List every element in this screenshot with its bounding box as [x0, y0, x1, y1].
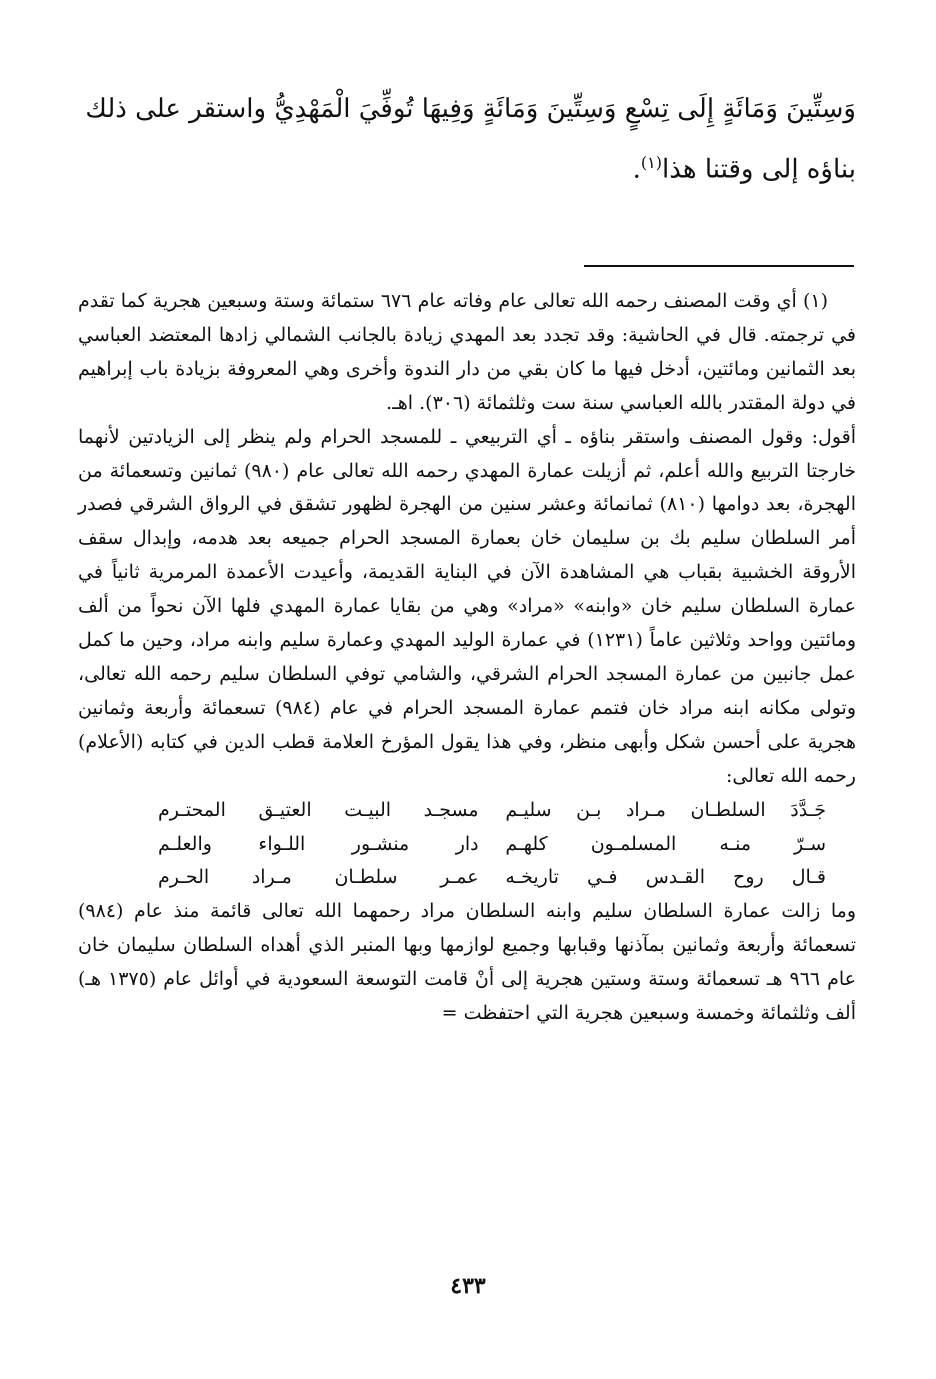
verse-line: [158, 794, 826, 828]
continuation-mark: =: [441, 1002, 458, 1025]
main-text-line-1-content: وَسِتِّينَ وَمَائَةٍ إِلَى تِسْعٍ وَسِتِّينَ وَمَائَةٍ وَفِيهَا تُوفِّيَ الْمَهْدِيُّ واستقر على ذلك: [85, 94, 856, 124]
verse-right-hemistich: قـال روح القـدس فـي تاريخـه: [505, 866, 826, 889]
footnotes-section: [78, 285, 856, 1031]
verse-line: [158, 861, 826, 895]
footnote-paragraph-3-text: وما زالت عمارة السلطان سليم وابنه السلطان مراد رحمهما الله تعالى قائمة منذ عام (٩٨٤) تسعمائة وأربعة وثمانين بمآذنها وقبابها وجميع لوازمها وبها المنبر الذي أهداه السلطان سليمان خان عام ٩٦٦ هـ تسعمائة وستة وستين هجرية إلى أنْ قامت التوسعة السعودية في أوائل عام (١٣٧٥ هـ) ألف وثلثمائة وخمسة وسبعين هجرية التي احتفظت: [78, 900, 857, 1025]
poem-verses: [78, 794, 856, 896]
footnote-separator: [584, 265, 854, 267]
verse-right-hemistich: سـرّ منـه المسلمـون كلهـم: [505, 832, 826, 855]
verse-line: [158, 828, 826, 862]
footnote-paragraph-3: [78, 895, 856, 1031]
main-text-line-2-content: بناؤه إلى وقتنا هذا: [662, 154, 856, 185]
footnote-1: [78, 285, 856, 421]
verse-left-hemistich: عمـر سلطـان مـراد الحـرم: [158, 866, 479, 889]
main-text: [78, 82, 856, 197]
main-text-line-2-end: .: [632, 154, 641, 185]
verse-right-hemistich: جَـدَّدَ السلطـان مـراد بـن سليـم: [505, 798, 826, 821]
page-number: ٤٣٣: [450, 1273, 486, 1299]
verse-left-hemistich: دار منشـور اللـواء والعلـم: [158, 832, 479, 855]
main-text-line-1: [78, 82, 856, 136]
main-text-line-2: [78, 136, 856, 197]
footnote-1-number: (١): [802, 290, 829, 312]
footnote-paragraph-2: أقول: وقول المصنف واستقر بناؤه ـ أي التربيعي ـ للمسجد الحرام ولم ينظر إلى الزيادتين لأنهما خارجتا التربيع والله أعلم، ثم أزيلت عمارة المهدي رحمه الله تعالى عام (٩٨٠) ثمانين وتسعمائة من الهجرة، بعد دوامها (٨١٠) ثمانمائة وعشر سنين من الهجرة لظهور تشقق في الرواق الشرقي فصدر أمر السلطان سليم بك بن سليمان خان بعمارة المسجد الحرام جميعه بعد هدمه، وإبدال سقف الأروقة الخشبية بقباب هي المشاهدة الآن في البناية القديمة، وأعيدت الأعمدة المرمرية ثانياً في عمارة السلطان سليم خان «وابنه» «مراد» وهي من بقايا عمارة المهدي فلها الآن نحواً من ألف ومائتين وواحد وثلاثين عاماً (١٢٣١) في عمارة الوليد المهدي وعمارة سليم وابنه مراد، وحين ما كمل عمل جانبين من عمارة المسجد الحرام الشرقي، والشامي توفي السلطان سليم رحمه الله تعالى، وتولى مكانه ابنه مراد خان فتمم عمارة المسجد الحرام في عام (٩٨٤) تسعمائة وأربعة وثمانين هجرية على أحسن شكل وأبهى منظر، وفي هذا يقول المؤرخ العلامة قطب الدين في كتابه (الأعلام) رحمه الله تعالى:: [78, 425, 856, 787]
footnote-reference: (١): [640, 153, 663, 172]
verse-left-hemistich: مسجـد البيـت العتيـق المحتـرم: [158, 798, 479, 821]
footnote-1-text: أي وقت المصنف رحمه الله تعالى عام وفاته عام ٦٧٦ ستمائة وستة وسبعين هجرية كما تقدم في ترجمته. قال في الحاشية: وقد تجدد بعد المهدي زيادة بالجانب الشمالي زادها المعتضد العباسي بعد الثمانين ومائتين، أدخل فيها ما كان بقي من دار الندوة وأخرى وهي المعروفة بزيادة باب إبراهيم في دولة المقتدر بالله العباسي سنة ست وثلثمائة (٣٠٦). اهـ.: [78, 290, 856, 414]
